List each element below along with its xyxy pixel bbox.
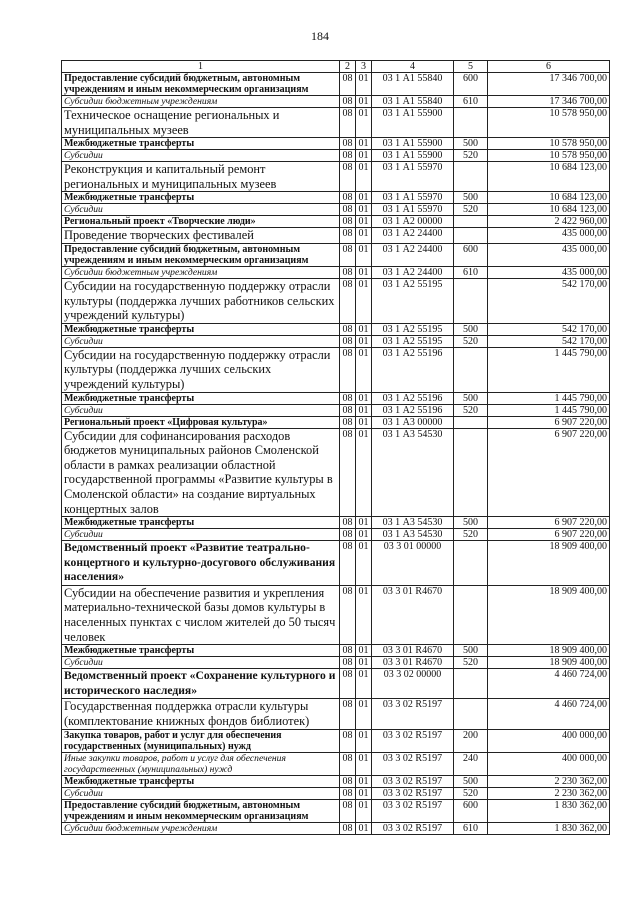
row-section-cell: 08 [340,162,356,192]
row-expense-type-cell: 600 [454,243,488,266]
header-col-3: 3 [356,61,372,73]
row-target-code-cell: 03 3 02 R5197 [372,752,454,775]
row-amount-cell: 10 578 950,00 [488,150,610,162]
row-name-cell: Закупка товаров, работ и услуг для обеспечения государственных (муниципальных) нужд [62,729,340,752]
row-target-code-cell: 03 1 А1 55970 [372,192,454,204]
row-expense-type-cell [454,585,488,644]
row-subsection-cell: 01 [356,404,372,416]
row-amount-cell: 6 907 220,00 [488,529,610,541]
row-subsection-cell: 01 [356,323,372,335]
table-row [62,228,610,244]
row-section-cell: 08 [340,204,356,216]
row-target-code-cell: 03 1 А3 00000 [372,416,454,428]
table-row [62,775,610,787]
row-amount-cell: 18 909 400,00 [488,541,610,586]
row-amount-cell: 1 445 790,00 [488,392,610,404]
row-amount-cell: 1 445 790,00 [488,347,610,392]
row-expense-type-cell: 600 [454,799,488,822]
row-section-cell: 08 [340,541,356,586]
table-row [62,645,610,657]
row-section-cell: 08 [340,138,356,150]
row-expense-type-cell: 610 [454,266,488,278]
row-subsection-cell: 01 [356,162,372,192]
row-subsection-cell: 01 [356,335,372,347]
row-subsection-cell: 01 [356,699,372,729]
row-expense-type-cell: 500 [454,645,488,657]
row-amount-cell: 6 907 220,00 [488,428,610,517]
row-section-cell: 08 [340,335,356,347]
table-row [62,73,610,96]
row-subsection-cell: 01 [356,529,372,541]
row-expense-type-cell: 610 [454,822,488,834]
row-expense-type-cell: 600 [454,73,488,96]
row-section-cell: 08 [340,799,356,822]
row-section-cell: 08 [340,243,356,266]
header-col-5: 5 [454,61,488,73]
table-row [62,108,610,138]
table-row [62,669,610,699]
table-row [62,529,610,541]
row-subsection-cell: 01 [356,669,372,699]
header-col-2: 2 [340,61,356,73]
table-row [62,517,610,529]
row-name-cell: Межбюджетные трансферты [62,138,340,150]
row-amount-cell: 435 000,00 [488,266,610,278]
row-subsection-cell: 01 [356,645,372,657]
row-name-cell: Субсидии на государственную поддержку отрасли культуры (поддержка лучших сельских учреждений культуры) [62,347,340,392]
row-expense-type-cell: 520 [454,657,488,669]
row-name-cell: Ведомственный проект «Развитие театрально-концертного и культурно-досугового обслуживания населения» [62,541,340,586]
row-target-code-cell: 03 3 02 00000 [372,669,454,699]
row-subsection-cell: 01 [356,204,372,216]
row-target-code-cell: 03 3 02 R5197 [372,699,454,729]
row-name-cell: Субсидии [62,150,340,162]
row-amount-cell: 6 907 220,00 [488,416,610,428]
row-name-cell: Межбюджетные трансферты [62,645,340,657]
table-row [62,278,610,323]
table-row [62,416,610,428]
row-subsection-cell: 01 [356,541,372,586]
row-section-cell: 08 [340,150,356,162]
table-row [62,138,610,150]
row-amount-cell: 2 230 362,00 [488,787,610,799]
row-subsection-cell: 01 [356,138,372,150]
row-section-cell: 08 [340,752,356,775]
row-expense-type-cell: 520 [454,204,488,216]
row-name-cell: Предоставление субсидий бюджетным, автономным учреждениям и иным некоммерческим организациям [62,799,340,822]
row-amount-cell: 542 170,00 [488,323,610,335]
row-amount-cell: 2 422 960,00 [488,216,610,228]
row-name-cell: Предоставление субсидий бюджетным, автономным учреждениям и иным некоммерческим организациям [62,243,340,266]
row-amount-cell: 435 000,00 [488,228,610,244]
header-col-6: 6 [488,61,610,73]
table-row [62,392,610,404]
row-expense-type-cell [454,699,488,729]
row-amount-cell: 2 230 362,00 [488,775,610,787]
row-expense-type-cell: 520 [454,529,488,541]
row-name-cell: Реконструкция и капитальный ремонт региональных и муниципальных музеев [62,162,340,192]
table-row [62,428,610,517]
row-name-cell: Межбюджетные трансферты [62,192,340,204]
row-amount-cell: 400 000,00 [488,729,610,752]
row-subsection-cell: 01 [356,278,372,323]
row-subsection-cell: 01 [356,192,372,204]
row-amount-cell: 18 909 400,00 [488,585,610,644]
row-target-code-cell: 03 1 А2 24400 [372,243,454,266]
row-name-cell: Субсидии [62,529,340,541]
row-subsection-cell: 01 [356,416,372,428]
row-name-cell: Иные закупки товаров, работ и услуг для обеспечения государственных (муниципальных) нужд [62,752,340,775]
row-subsection-cell: 01 [356,752,372,775]
row-amount-cell: 542 170,00 [488,335,610,347]
row-section-cell: 08 [340,585,356,644]
table-row [62,243,610,266]
row-name-cell: Межбюджетные трансферты [62,775,340,787]
row-target-code-cell: 03 1 А1 55970 [372,204,454,216]
table-row [62,799,610,822]
row-expense-type-cell: 200 [454,729,488,752]
row-name-cell: Субсидии на обеспечение развития и укрепления материально-технической базы домов культуры в населенных пунктах с числом жителей до 50 тысяч человек [62,585,340,644]
row-target-code-cell: 03 1 А1 55900 [372,138,454,150]
row-section-cell: 08 [340,108,356,138]
table-row [62,162,610,192]
row-name-cell: Проведение творческих фестивалей [62,228,340,244]
row-amount-cell: 10 578 950,00 [488,108,610,138]
row-target-code-cell: 03 1 А2 55195 [372,278,454,323]
row-amount-cell: 10 578 950,00 [488,138,610,150]
table-row [62,335,610,347]
table-row [62,216,610,228]
row-name-cell: Субсидии бюджетным учреждениям [62,96,340,108]
table-row [62,404,610,416]
row-section-cell: 08 [340,96,356,108]
row-subsection-cell: 01 [356,347,372,392]
row-expense-type-cell: 500 [454,192,488,204]
row-target-code-cell: 03 1 А2 24400 [372,266,454,278]
table-row [62,585,610,644]
row-section-cell: 08 [340,428,356,517]
row-subsection-cell: 01 [356,822,372,834]
header-col-4: 4 [372,61,454,73]
row-target-code-cell: 03 3 01 R4670 [372,657,454,669]
row-expense-type-cell [454,541,488,586]
row-target-code-cell: 03 3 02 R5197 [372,729,454,752]
row-section-cell: 08 [340,192,356,204]
table-row [62,729,610,752]
table-body [62,73,610,835]
table-row [62,204,610,216]
row-expense-type-cell: 520 [454,335,488,347]
row-target-code-cell: 03 1 А2 55196 [372,392,454,404]
row-target-code-cell: 03 3 01 R4670 [372,585,454,644]
header-col-1: 1 [62,61,340,73]
row-expense-type-cell: 520 [454,150,488,162]
table-row [62,347,610,392]
row-name-cell: Субсидии бюджетным учреждениям [62,822,340,834]
row-name-cell: Межбюджетные трансферты [62,323,340,335]
table-row [62,822,610,834]
page-number: 184 [311,29,329,43]
row-expense-type-cell: 500 [454,392,488,404]
row-amount-cell: 18 909 400,00 [488,657,610,669]
row-target-code-cell: 03 3 01 00000 [372,541,454,586]
row-name-cell: Субсидии [62,335,340,347]
row-expense-type-cell [454,278,488,323]
row-amount-cell: 10 684 123,00 [488,192,610,204]
row-target-code-cell: 03 1 А1 55900 [372,108,454,138]
row-section-cell: 08 [340,529,356,541]
row-section-cell: 08 [340,323,356,335]
row-amount-cell: 6 907 220,00 [488,517,610,529]
row-subsection-cell: 01 [356,657,372,669]
row-subsection-cell: 01 [356,216,372,228]
row-target-code-cell: 03 1 А3 54530 [372,517,454,529]
row-target-code-cell: 03 1 А3 54530 [372,428,454,517]
row-subsection-cell: 01 [356,428,372,517]
row-section-cell: 08 [340,216,356,228]
row-target-code-cell: 03 1 А1 55840 [372,73,454,96]
row-target-code-cell: 03 3 02 R5197 [372,822,454,834]
row-section-cell: 08 [340,347,356,392]
table-row [62,96,610,108]
row-amount-cell: 4 460 724,00 [488,699,610,729]
row-section-cell: 08 [340,645,356,657]
row-subsection-cell: 01 [356,585,372,644]
row-target-code-cell: 03 1 А2 55196 [372,347,454,392]
row-name-cell: Субсидии [62,657,340,669]
row-expense-type-cell [454,347,488,392]
row-name-cell: Государственная поддержка отрасли культуры (комплектование книжных фондов библиотек) [62,699,340,729]
row-expense-type-cell [454,416,488,428]
row-amount-cell: 10 684 123,00 [488,204,610,216]
row-target-code-cell: 03 3 01 R4670 [372,645,454,657]
row-section-cell: 08 [340,699,356,729]
row-subsection-cell: 01 [356,228,372,244]
row-amount-cell: 17 346 700,00 [488,96,610,108]
table-row [62,787,610,799]
row-section-cell: 08 [340,392,356,404]
row-name-cell: Межбюджетные трансферты [62,517,340,529]
row-name-cell: Региональный проект «Творческие люди» [62,216,340,228]
row-expense-type-cell [454,108,488,138]
row-name-cell: Ведомственный проект «Сохранение культурного и исторического наследия» [62,669,340,699]
budget-table [61,60,610,835]
row-expense-type-cell: 500 [454,775,488,787]
row-subsection-cell: 01 [356,799,372,822]
row-expense-type-cell [454,228,488,244]
row-subsection-cell: 01 [356,243,372,266]
row-amount-cell: 542 170,00 [488,278,610,323]
row-subsection-cell: 01 [356,96,372,108]
row-target-code-cell: 03 1 А2 55196 [372,404,454,416]
row-amount-cell: 10 684 123,00 [488,162,610,192]
row-expense-type-cell: 520 [454,787,488,799]
row-name-cell: Предоставление субсидий бюджетным, автономным учреждениям и иным некоммерческим организациям [62,73,340,96]
row-name-cell: Субсидии на государственную поддержку отрасли культуры (поддержка лучших работников сельских учреждений культуры) [62,278,340,323]
table-row [62,657,610,669]
row-name-cell: Региональный проект «Цифровая культура» [62,416,340,428]
table-row [62,150,610,162]
row-target-code-cell: 03 1 А1 55840 [372,96,454,108]
row-amount-cell: 4 460 724,00 [488,669,610,699]
table-row [62,192,610,204]
row-target-code-cell: 03 1 А2 00000 [372,216,454,228]
row-expense-type-cell [454,162,488,192]
row-section-cell: 08 [340,787,356,799]
header-row [62,61,610,73]
row-name-cell: Субсидии [62,404,340,416]
row-expense-type-cell [454,669,488,699]
row-expense-type-cell: 610 [454,96,488,108]
row-name-cell: Субсидии бюджетным учреждениям [62,266,340,278]
row-section-cell: 08 [340,228,356,244]
row-section-cell: 08 [340,775,356,787]
row-name-cell: Субсидии [62,787,340,799]
row-section-cell: 08 [340,517,356,529]
row-amount-cell: 400 000,00 [488,752,610,775]
row-subsection-cell: 01 [356,787,372,799]
row-subsection-cell: 01 [356,73,372,96]
row-expense-type-cell [454,428,488,517]
row-section-cell: 08 [340,73,356,96]
row-target-code-cell: 03 1 А2 55195 [372,335,454,347]
row-subsection-cell: 01 [356,775,372,787]
row-target-code-cell: 03 1 А3 54530 [372,529,454,541]
row-target-code-cell: 03 3 02 R5197 [372,787,454,799]
row-subsection-cell: 01 [356,266,372,278]
row-target-code-cell: 03 1 А1 55900 [372,150,454,162]
row-amount-cell: 17 346 700,00 [488,73,610,96]
row-target-code-cell: 03 1 А2 24400 [372,228,454,244]
row-section-cell: 08 [340,822,356,834]
row-section-cell: 08 [340,266,356,278]
row-expense-type-cell [454,216,488,228]
table-row [62,752,610,775]
row-section-cell: 08 [340,657,356,669]
table-row [62,266,610,278]
row-target-code-cell: 03 1 А1 55970 [372,162,454,192]
row-section-cell: 08 [340,278,356,323]
row-section-cell: 08 [340,404,356,416]
row-expense-type-cell: 500 [454,323,488,335]
row-amount-cell: 435 000,00 [488,243,610,266]
row-expense-type-cell: 500 [454,517,488,529]
row-expense-type-cell: 500 [454,138,488,150]
row-subsection-cell: 01 [356,729,372,752]
row-target-code-cell: 03 1 А2 55195 [372,323,454,335]
row-name-cell: Субсидии для софинансирования расходов бюджетов муниципальных районов Смоленской области в рамках реализации областной государственной программы «Развитие культуры в Смоленской области» на создание виртуальных концертных залов [62,428,340,517]
table-row [62,699,610,729]
row-name-cell: Межбюджетные трансферты [62,392,340,404]
row-name-cell: Субсидии [62,204,340,216]
row-subsection-cell: 01 [356,517,372,529]
row-target-code-cell: 03 3 02 R5197 [372,799,454,822]
row-section-cell: 08 [340,729,356,752]
row-name-cell: Техническое оснащение региональных и муниципальных музеев [62,108,340,138]
row-target-code-cell: 03 3 02 R5197 [372,775,454,787]
row-expense-type-cell: 240 [454,752,488,775]
row-subsection-cell: 01 [356,150,372,162]
row-subsection-cell: 01 [356,392,372,404]
table-row [62,541,610,586]
row-amount-cell: 18 909 400,00 [488,645,610,657]
row-amount-cell: 1 445 790,00 [488,404,610,416]
row-section-cell: 08 [340,416,356,428]
table-row [62,323,610,335]
row-expense-type-cell: 520 [454,404,488,416]
row-amount-cell: 1 830 362,00 [488,822,610,834]
row-subsection-cell: 01 [356,108,372,138]
row-section-cell: 08 [340,669,356,699]
row-amount-cell: 1 830 362,00 [488,799,610,822]
